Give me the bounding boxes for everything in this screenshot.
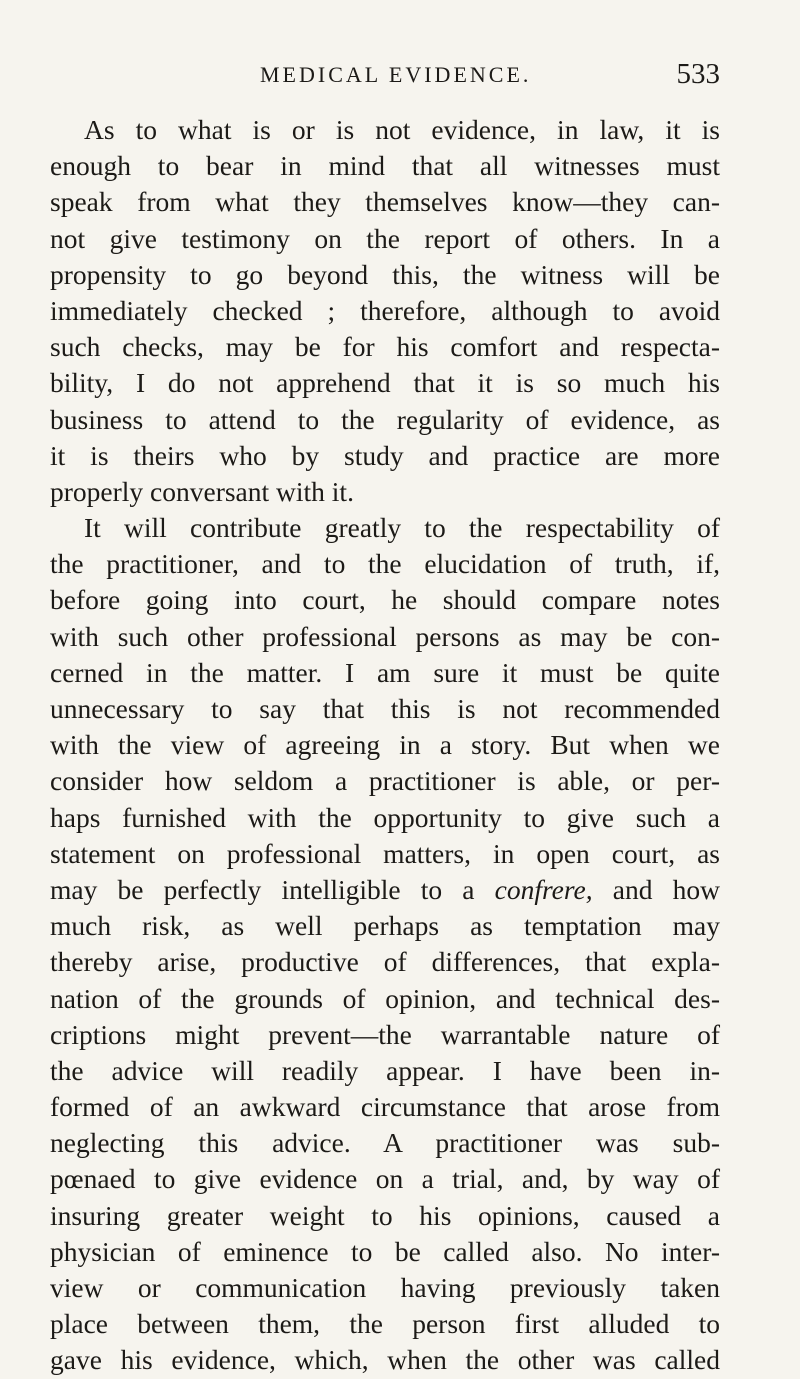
text-line-with-italic	[50, 872, 720, 908]
text-line: properly conversant with it.	[50, 475, 354, 507]
text-line: consider how seldom a practitioner is able, or per-	[50, 765, 720, 797]
text-line: statement on professional matters, in open court, as	[50, 837, 720, 869]
text-line: insuring greater weight to his opinions, caused a	[50, 1199, 720, 1231]
text-line: It will contribute greatly to the respectability of	[84, 512, 720, 544]
text-line: before going into court, he should compare notes	[50, 584, 720, 616]
text-line: it is theirs who by study and practice are more	[50, 439, 720, 471]
text-line: As to what is or is not evidence, in law, it is	[84, 114, 720, 145]
text-segment: and how	[612, 873, 721, 905]
text-line: view or communication having previously taken	[50, 1272, 720, 1303]
text-line: with such other professional persons as may be con-	[50, 620, 720, 652]
text-line: with the view of agreeing in a story. But when we	[50, 729, 720, 761]
text-line: business to attend to the regularity of evidence, as	[50, 403, 720, 435]
text-line: much risk, as well perhaps as temptation may	[50, 910, 720, 942]
text-line: nation of the grounds of opinion, and technical des-	[50, 982, 720, 1014]
italic-word: confrere,	[494, 873, 593, 905]
text-line: propensity to go beyond this, the witness will be	[50, 258, 720, 290]
text-line: physician of eminence to be called also. No inter-	[50, 1235, 720, 1267]
text-line: pœnaed to give evidence on a trial, and, by way of	[50, 1163, 720, 1195]
text-line: gave his evidence, which, when the other was called	[50, 1344, 720, 1376]
running-title: MEDICAL EVIDENCE.	[260, 62, 532, 87]
text-line: place between them, the person first alluded to	[50, 1308, 720, 1340]
text-line: thereby arise, productive of differences, that expla-	[50, 946, 720, 978]
text-line: the advice will readily appear. I have been in-	[50, 1054, 720, 1086]
text-line: immediately checked ; therefore, although to avoid	[50, 294, 720, 326]
text-line: criptions might prevent—the warrantable nature of	[50, 1018, 720, 1050]
text-line: bility, I do not apprehend that it is so much his	[50, 367, 720, 399]
text-line: such checks, may be for his comfort and respecta-	[50, 331, 720, 363]
text-line: cerned in the matter. I am sure it must be quite	[50, 656, 720, 688]
text-line: neglecting this advice. A practitioner was sub-	[50, 1127, 720, 1159]
text-line: haps furnished with the opportunity to give such a	[50, 801, 720, 833]
text-line: formed of an awkward circumstance that arose from	[50, 1091, 720, 1123]
text-segment: may be perfectly intelligible to a	[50, 873, 475, 905]
text-line: not give testimony on the report of others. In a	[50, 222, 720, 254]
text-line: speak from what they themselves know—they can-	[50, 186, 720, 218]
running-head	[50, 58, 720, 96]
page-number: 533	[676, 58, 720, 90]
text-line: the practitioner, and to the elucidation of truth, if,	[50, 548, 720, 580]
body-text	[50, 112, 720, 1379]
text-line: unnecessary to say that this is not recommended	[50, 693, 720, 724]
text-line: enough to bear in mind that all witnesses must	[50, 150, 720, 182]
